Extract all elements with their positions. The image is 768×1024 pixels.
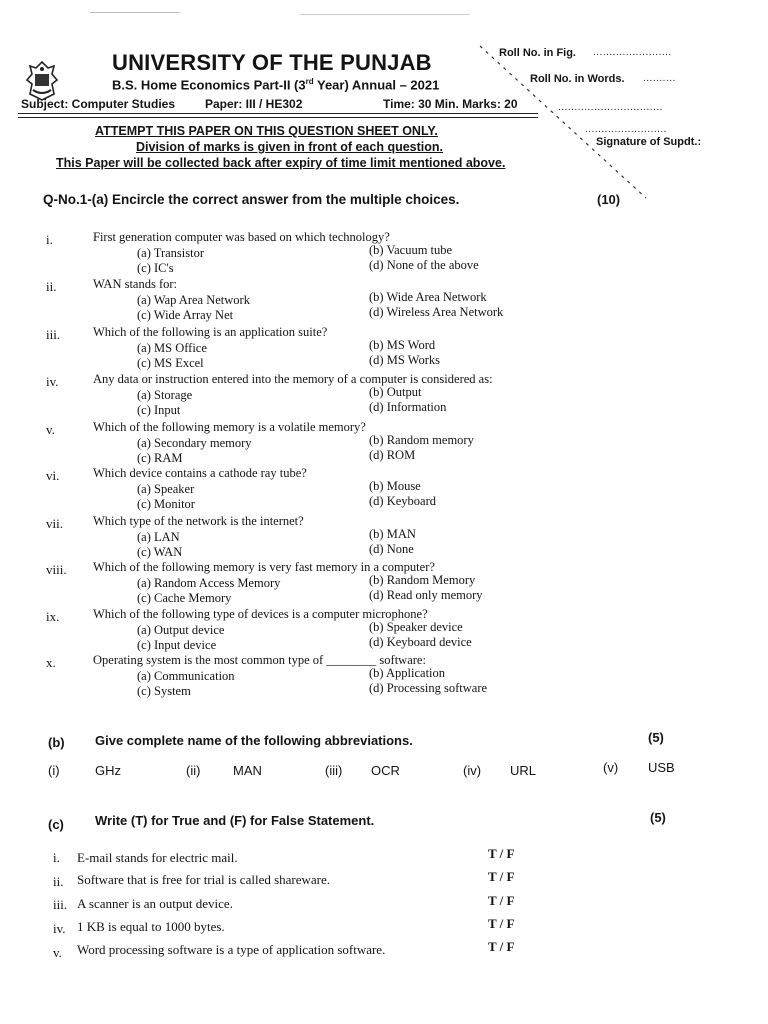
option-d[interactable]: (d) Processing software xyxy=(369,681,488,695)
abbr-number: (iv) xyxy=(463,763,482,778)
tf-statement: A scanner is an output device. xyxy=(77,896,233,911)
option-b[interactable]: (b) MS Word xyxy=(369,338,436,352)
option-b[interactable]: (b) Wide Area Network xyxy=(369,290,487,304)
option-b[interactable]: (b) Application xyxy=(369,666,446,680)
tf-number: i. xyxy=(53,850,60,865)
tf-choice[interactable]: T / F xyxy=(488,869,515,884)
option-c[interactable]: (c) Input device xyxy=(137,638,217,652)
question-number: iii. xyxy=(46,327,61,342)
option-b[interactable]: (b) MAN xyxy=(369,527,416,541)
abbr-term: URL xyxy=(510,763,537,778)
abbr-number: (iii) xyxy=(325,763,343,778)
tf-number: iv. xyxy=(53,921,66,936)
option-d[interactable]: (d) Information xyxy=(369,400,447,414)
option-d[interactable]: (d) Keyboard xyxy=(369,494,436,508)
question-number: vii. xyxy=(46,516,63,531)
question-text: Which type of the network is the internet? xyxy=(93,514,304,528)
roll-words-blank[interactable]: .......... xyxy=(643,73,676,84)
tf-choice[interactable]: T / F xyxy=(488,846,515,861)
tf-statement: 1 KB is equal to 1000 bytes. xyxy=(77,919,225,934)
question-number: vi. xyxy=(46,468,60,483)
tf-number: v. xyxy=(53,945,62,960)
option-c[interactable]: (c) MS Excel xyxy=(137,356,204,370)
roll-fig-blank[interactable]: ........................ xyxy=(593,47,672,58)
option-b[interactable]: (b) Vacuum tube xyxy=(369,243,453,257)
tf-statement: Software that is free for trial is called shareware. xyxy=(77,872,331,887)
option-c[interactable]: (c) System xyxy=(137,684,191,698)
option-a[interactable]: (a) Wap Area Network xyxy=(137,293,250,307)
program-line-main: B.S. Home Economics Part-II (3 xyxy=(112,77,306,93)
option-d[interactable]: (d) ROM xyxy=(369,448,416,462)
signature-label: Signature of Supdt.: xyxy=(596,136,702,148)
tf-choice[interactable]: T / F xyxy=(488,916,515,931)
option-a[interactable]: (a) MS Office xyxy=(137,341,207,355)
time-marks: Time: 30 Min. Marks: 20 xyxy=(383,97,518,111)
option-a[interactable]: (a) Random Access Memory xyxy=(137,576,281,590)
option-d[interactable]: (d) None of the above xyxy=(369,258,479,272)
question-number: iv. xyxy=(46,374,59,389)
scan-mark xyxy=(90,12,180,13)
option-b[interactable]: (b) Speaker device xyxy=(369,620,463,634)
scan-mark xyxy=(300,14,470,15)
option-c[interactable]: (c) Input xyxy=(137,403,181,417)
question-text: Any data or instruction entered into the memory of a computer is considered as: xyxy=(93,372,493,386)
header-rule xyxy=(18,117,538,118)
section-a-heading: Q-No.1-(a) Encircle the correct answer from the multiple choices. xyxy=(43,192,460,207)
tf-choice[interactable]: T / F xyxy=(488,939,515,954)
section-b-label: (b) xyxy=(48,735,65,750)
program-line-end: Year) Annual – 2021 xyxy=(313,77,440,93)
option-a[interactable]: (a) Speaker xyxy=(137,482,195,496)
abbr-term: USB xyxy=(648,760,675,775)
tf-statement: E-mail stands for electric mail. xyxy=(77,850,238,865)
option-d[interactable]: (d) None xyxy=(369,542,414,556)
option-c[interactable]: (c) Monitor xyxy=(137,497,195,511)
tf-number: ii. xyxy=(53,874,64,889)
subject-label: Subject: Computer Studies xyxy=(21,97,176,111)
roll-words-label: Roll No. in Words. xyxy=(530,73,625,85)
option-a[interactable]: (a) LAN xyxy=(137,530,180,544)
tf-statement: Word processing software is a type of application software. xyxy=(77,942,386,957)
option-b[interactable]: (b) Random Memory xyxy=(369,573,476,587)
instruction-line: ATTEMPT THIS PAPER ON THIS QUESTION SHEET ONLY. xyxy=(95,124,438,138)
option-c[interactable]: (c) Wide Array Net xyxy=(137,308,234,322)
question-number: ix. xyxy=(46,609,60,624)
cut-line xyxy=(478,44,648,200)
option-c[interactable]: (c) IC's xyxy=(137,261,174,275)
section-c-heading: Write (T) for True and (F) for False Statement. xyxy=(95,813,375,828)
option-a[interactable]: (a) Secondary memory xyxy=(137,436,252,450)
university-title: UNIVERSITY OF THE PUNJAB xyxy=(112,50,432,75)
option-c[interactable]: (c) Cache Memory xyxy=(137,591,232,605)
question-number: viii. xyxy=(46,562,67,577)
abbr-number: (i) xyxy=(48,763,60,778)
tf-choice[interactable]: T / F xyxy=(488,893,515,908)
question-text: Which of the following is an application suite? xyxy=(93,325,328,339)
program-line-sup: rd xyxy=(305,77,314,86)
signature-blank[interactable]: ......................... xyxy=(585,124,667,135)
question-text: Which of the following memory is a volatile memory? xyxy=(93,420,366,434)
section-b-heading: Give complete name of the following abbreviations. xyxy=(95,733,413,748)
section-b-marks: (5) xyxy=(648,730,664,745)
instruction-line: Division of marks is given in front of each question. xyxy=(136,140,443,154)
abbr-number: (v) xyxy=(603,760,619,775)
option-b[interactable]: (b) Mouse xyxy=(369,479,421,493)
option-c[interactable]: (c) RAM xyxy=(137,451,183,465)
question-text: Which of the following memory is very fast memory in a computer? xyxy=(93,560,435,574)
abbr-term: OCR xyxy=(371,763,400,778)
option-a[interactable]: (a) Storage xyxy=(137,388,193,402)
section-c-label: (c) xyxy=(48,817,64,832)
option-b[interactable]: (b) Random memory xyxy=(369,433,474,447)
section-a-marks: (10) xyxy=(597,192,621,207)
option-d[interactable]: (d) Read only memory xyxy=(369,588,483,602)
option-d[interactable]: (d) Wireless Area Network xyxy=(369,305,504,319)
instruction-line: This Paper will be collected back after expiry of time limit mentioned above. xyxy=(56,156,506,170)
roll-fig-label: Roll No. in Fig. xyxy=(499,47,576,59)
question-text: Operating system is the most common type of ________ software: xyxy=(93,653,426,667)
abbr-term: MAN xyxy=(233,763,262,778)
program-line xyxy=(112,77,439,92)
question-text: Which device contains a cathode ray tube? xyxy=(93,466,307,480)
header-rule xyxy=(18,113,538,114)
paper-code: Paper: III / HE302 xyxy=(205,97,303,111)
option-a[interactable]: (a) Output device xyxy=(137,623,225,637)
tf-number: iii. xyxy=(53,897,68,912)
question-number: i. xyxy=(46,232,53,247)
roll-extra-blank[interactable]: ................................ xyxy=(558,102,663,113)
question-number: x. xyxy=(46,655,56,670)
section-c-marks: (5) xyxy=(650,810,666,825)
option-d[interactable]: (d) Keyboard device xyxy=(369,635,472,649)
option-a[interactable]: (a) Transistor xyxy=(137,246,205,260)
question-text: Which of the following type of devices is a computer microphone? xyxy=(93,607,428,621)
question-text: WAN stands for: xyxy=(93,277,178,291)
question-number: v. xyxy=(46,422,55,437)
option-a[interactable]: (a) Communication xyxy=(137,669,235,683)
question-number: ii. xyxy=(46,279,57,294)
university-crest-logo xyxy=(24,60,60,102)
option-c[interactable]: (c) WAN xyxy=(137,545,183,559)
option-b[interactable]: (b) Output xyxy=(369,385,422,399)
abbr-term: GHz xyxy=(95,763,121,778)
abbr-number: (ii) xyxy=(186,763,201,778)
question-text: First generation computer was based on which technology? xyxy=(93,230,390,244)
option-d[interactable]: (d) MS Works xyxy=(369,353,440,367)
